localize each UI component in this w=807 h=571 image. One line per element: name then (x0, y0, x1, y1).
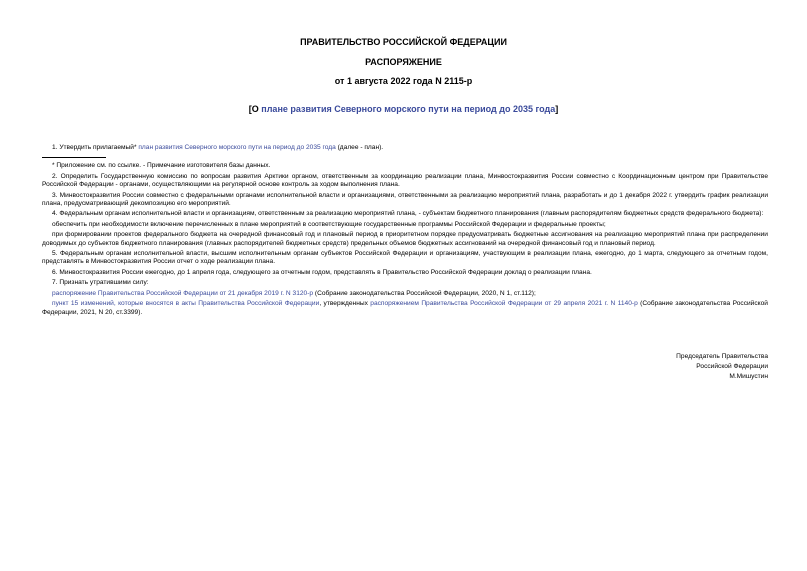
amendments-link[interactable]: пункт 15 изменений, которые вносятся в акты Правительства Российской Федерации (52, 300, 320, 308)
paragraph-4: 4. Федеральным органам исполнительной власти и организациям, ответственным за реализацию мероприятий плана, - субъектам бюджетного планирования (главным распорядителям бюджетных средств федерального бюджета): (52, 210, 764, 218)
doc-type-heading: РАСПОРЯЖЕНИЕ (365, 57, 442, 67)
paragraph-4-item-2: при формировании проектов федерального бюджета на очередной финансовый год и плановый период в приоритетном порядке предусматривать бюджетные ассигнования на реализацию мероприятий плана при распределении доводимых до субъектов бюджетного планирования (главных распорядителей бюджетных средств) предельных объемов бюджетных ассигнований на очередной финансовый год и плановый период. (42, 231, 768, 247)
date-number-heading: от 1 августа 2022 года N 2115-р (334, 76, 473, 86)
title-first-letter: О (251, 104, 262, 114)
paragraph-1-end: (далее - план). (335, 144, 384, 151)
paragraph-7-item-1 (42, 290, 768, 298)
paragraph-1 (42, 144, 768, 152)
signature-org: Российской Федерации (696, 363, 768, 370)
title-link[interactable]: плане развития Северного морского пути на период до 2035 года (261, 104, 556, 114)
paragraph-7-item-2-rest: (Собрание законодательства Российской Федерации, 2021, N 20, ст.3399). (42, 300, 768, 316)
paragraph-7-item-2 (42, 300, 768, 317)
paragraph-7-item-2-mid: , утвержденных (319, 300, 371, 308)
paragraph-6: 6. Минвостокразвития России ежегодно, до 1 апреля года, следующего за отчетным годом, представлять в Правительство Российской Федерации доклад о реализации плана. (52, 268, 592, 276)
footnote: * Приложение см. по ссылке. - Примечание изготовителя базы данных. (52, 162, 271, 170)
document-title (0, 104, 807, 114)
paragraph-4-item-1: обеспечить при необходимости включение перечисленных в плане мероприятий в соответствующие государственные программы Российской Федерации и федеральные проекты; (52, 220, 606, 228)
title-bracket-open: [ (248, 104, 252, 114)
footnote-divider (42, 157, 106, 158)
plan-link[interactable]: план развития Северного морского пути на период до 2035 года (138, 144, 336, 151)
org-heading: ПРАВИТЕЛЬСТВО РОССИЙСКОЙ ФЕДЕРАЦИИ (300, 37, 507, 47)
paragraph-5: 5. Федеральным органам исполнительной власти, высшим исполнительным органам субъектов Российской Федерации и организациям, участвующим в реализации плана, ежегодно, до 1 марта, следующего за отчетным годом, представлять в Минвостокразвития России отчет о ходе реализации плана. (42, 250, 768, 266)
paragraph-7: 7. Признать утратившими силу: (52, 279, 149, 287)
title-bracket-close: ] (555, 104, 559, 114)
signature-name: М.Мишустин (729, 373, 768, 380)
paragraph-7-item-1-rest: (Собрание законодательства Российской Федерации, 2020, N 1, ст.112); (313, 289, 536, 297)
signature-block (676, 352, 768, 382)
document-body (42, 144, 768, 319)
approving-order-link[interactable]: распоряжением Правительства Российской Федерации от 29 апреля 2021 г. N 1140-р (370, 300, 638, 308)
repealed-order-link[interactable]: распоряжение Правительства Российской Федерации от 21 декабря 2019 г. N 3120-р (52, 289, 314, 297)
signature-position: Председатель Правительства (676, 353, 768, 360)
paragraph-1-start: 1. Утвердить прилагаемый* (52, 144, 139, 151)
paragraph-3: 3. Минвостокразвития России совместно с федеральными органами исполнительной власти и организациями, ответственными за реализацию мероприятий плана, разработать и до 1 декабря 2022 г. утвердить график реализации плана, предусматривающий декомпозицию его мероприятий. (42, 191, 768, 207)
paragraph-2: 2. Определить Государственную комиссию по вопросам развития Арктики органом, ответственным за координацию реализации плана, Минвостокразвития России совместно с Координационным центром при Правительстве Российской Федерации - органами, осуществляющими на регулярной основе контроль за ходом выполнения плана. (42, 172, 768, 189)
